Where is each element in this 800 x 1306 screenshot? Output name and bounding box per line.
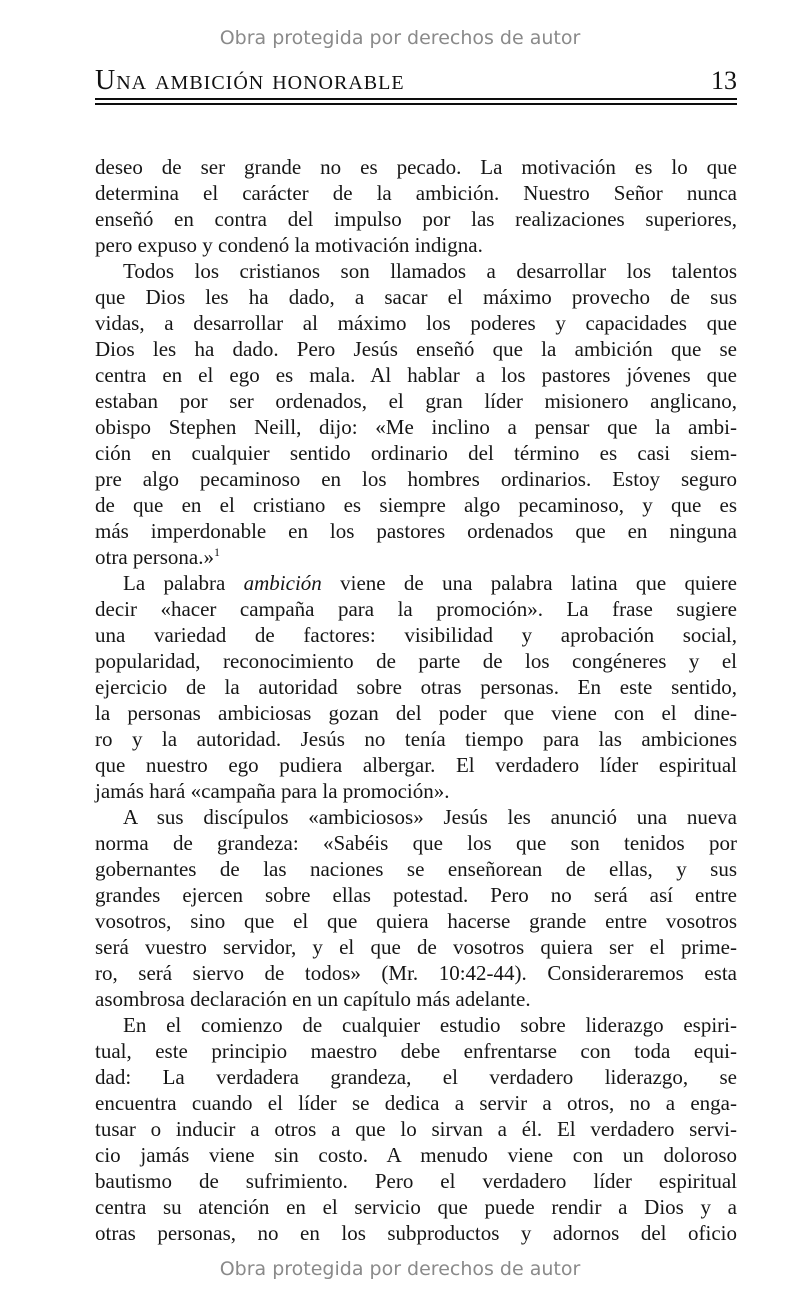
text-line (95, 570, 737, 596)
text-line (95, 1116, 737, 1142)
text-segment: A sus discípulos «ambiciosos» Jesús les anunció una nueva (123, 805, 737, 829)
text-line (95, 414, 737, 440)
text-segment: otra persona.» (95, 545, 214, 569)
text-line (95, 492, 737, 518)
copyright-notice-bottom: Obra protegida por derechos de autor (219, 1258, 581, 1280)
text-segment: ejercicio de la autoridad sobre otras personas. En este sentido, (95, 675, 737, 699)
paragraph (95, 804, 737, 1012)
text-segment: determina el carácter de la ambición. Nuestro Señor nunca (95, 181, 737, 205)
text-segment: estaban por ser ordenados, el gran líder misionero anglicano, (95, 389, 737, 413)
text-line (95, 752, 737, 778)
footnote-marker: 1 (213, 545, 220, 559)
text-segment: encuentra cuando el líder se dedica a servir a otros, no a enga- (95, 1091, 737, 1115)
paragraph (95, 1012, 737, 1246)
text-line (95, 232, 737, 258)
text-segment: viene de una palabra latina que quiere (321, 571, 737, 595)
text-line (95, 1012, 737, 1038)
text-line (95, 518, 737, 544)
page-number: 13 (711, 66, 737, 95)
text-segment: ambición (243, 571, 322, 595)
text-line (95, 388, 737, 414)
text-segment: grandes ejercen sobre ellas potestad. Pero no será así entre (95, 883, 737, 907)
text-segment: pero expuso y condenó la motivación indigna. (95, 233, 483, 257)
text-segment: cio jamás viene sin costo. A menudo viene con un doloroso (95, 1143, 737, 1167)
header-double-rule (95, 98, 737, 105)
text-segment: más imperdonable en los pastores ordenados que en ninguna (95, 519, 737, 543)
paragraph (95, 258, 737, 570)
text-line (95, 700, 737, 726)
text-line (95, 1220, 737, 1246)
text-segment: decir «hacer campaña para la promoción». La frase sugiere (95, 597, 737, 621)
text-segment: En el comienzo de cualquier estudio sobre liderazgo espiri- (123, 1013, 737, 1037)
text-line (95, 596, 737, 622)
text-line (95, 804, 737, 830)
copyright-notice-top: Obra protegida por derechos de autor (219, 27, 581, 49)
text-segment: ro y la autoridad. Jesús no tenía tiempo para las ambiciones (95, 727, 737, 751)
text-line (95, 544, 737, 570)
page-header (95, 66, 737, 105)
text-segment: dad: La verdadera grandeza, el verdadero liderazgo, se (95, 1065, 737, 1089)
running-head-row (95, 66, 737, 96)
text-segment: Dios les ha dado. Pero Jesús enseñó que la ambición que se (95, 337, 737, 361)
text-segment: ro, será siervo de todos» (Mr. 10:42-44). Consideraremos esta (95, 961, 737, 985)
text-segment: ción en cualquier sentido ordinario del término es casi siem- (95, 441, 737, 465)
text-segment: la personas ambiciosas gozan del poder que viene con el dine- (95, 701, 737, 725)
text-segment: deseo de ser grande no es pecado. La motivación es lo que (95, 155, 737, 179)
body-text (95, 154, 737, 1246)
text-line (95, 778, 737, 804)
text-line (95, 154, 737, 180)
text-segment: tual, este principio maestro debe enfrentarse con toda equi- (95, 1039, 737, 1063)
text-line (95, 336, 737, 362)
text-line (95, 1168, 737, 1194)
text-segment: La palabra (123, 571, 244, 595)
text-line (95, 960, 737, 986)
paragraph (95, 570, 737, 804)
text-segment: una variedad de factores: visibilidad y aprobación social, (95, 623, 737, 647)
text-segment: vidas, a desarrollar al máximo los poderes y capacidades que (95, 311, 737, 335)
text-line (95, 830, 737, 856)
text-line (95, 206, 737, 232)
paragraph (95, 154, 737, 258)
text-line (95, 1090, 737, 1116)
text-segment: otras personas, no en los subproductos y adornos del oficio (95, 1221, 737, 1245)
text-line (95, 284, 737, 310)
text-line (95, 856, 737, 882)
text-segment: gobernantes de las naciones se enseñorean de ellas, y sus (95, 857, 737, 881)
text-line (95, 362, 737, 388)
text-line (95, 466, 737, 492)
text-line (95, 1038, 737, 1064)
text-line (95, 440, 737, 466)
text-segment: vosotros, sino que el que quiera hacerse grande entre vosotros (95, 909, 737, 933)
text-line (95, 622, 737, 648)
text-line (95, 986, 737, 1012)
text-segment: centra en el ego es mala. Al hablar a los pastores jóvenes que (95, 363, 737, 387)
text-segment: enseñó en contra del impulso por las realizaciones superiores, (95, 207, 737, 231)
text-segment: norma de grandeza: «Sabéis que los que son tenidos por (95, 831, 737, 855)
text-line (95, 908, 737, 934)
text-segment: asombrosa declaración en un capítulo más adelante. (95, 987, 531, 1011)
text-line (95, 882, 737, 908)
text-segment: bautismo de sufrimiento. Pero el verdadero líder espiritual (95, 1169, 737, 1193)
text-line (95, 934, 737, 960)
running-title: Una ambición honorable (95, 65, 405, 96)
text-line (95, 648, 737, 674)
text-line (95, 674, 737, 700)
text-segment: popularidad, reconocimiento de parte de los congéneres y el (95, 649, 737, 673)
text-segment: jamás hará «campaña para la promoción». (95, 779, 450, 803)
text-segment: pre algo pecaminoso en los hombres ordinarios. Estoy seguro (95, 467, 737, 491)
text-segment: Todos los cristianos son llamados a desarrollar los talentos (123, 259, 737, 283)
text-segment: que Dios les ha dado, a sacar el máximo provecho de sus (95, 285, 737, 309)
text-line (95, 310, 737, 336)
text-line (95, 726, 737, 752)
text-segment: centra su atención en el servicio que puede rendir a Dios y a (95, 1195, 737, 1219)
text-segment: de que en el cristiano es siempre algo pecaminoso, y que es (95, 493, 737, 517)
text-line (95, 1194, 737, 1220)
text-segment: que nuestro ego pudiera albergar. El verdadero líder espiritual (95, 753, 737, 777)
text-line (95, 1064, 737, 1090)
text-line (95, 180, 737, 206)
text-segment: será vuestro servidor, y el que de vosotros quiera ser el prime- (95, 935, 737, 959)
text-line (95, 1142, 737, 1168)
text-line (95, 258, 737, 284)
text-segment: obispo Stephen Neill, dijo: «Me inclino a pensar que la ambi- (95, 415, 737, 439)
text-segment: tusar o inducir a otros a que lo sirvan a él. El verdadero servi- (95, 1117, 737, 1141)
